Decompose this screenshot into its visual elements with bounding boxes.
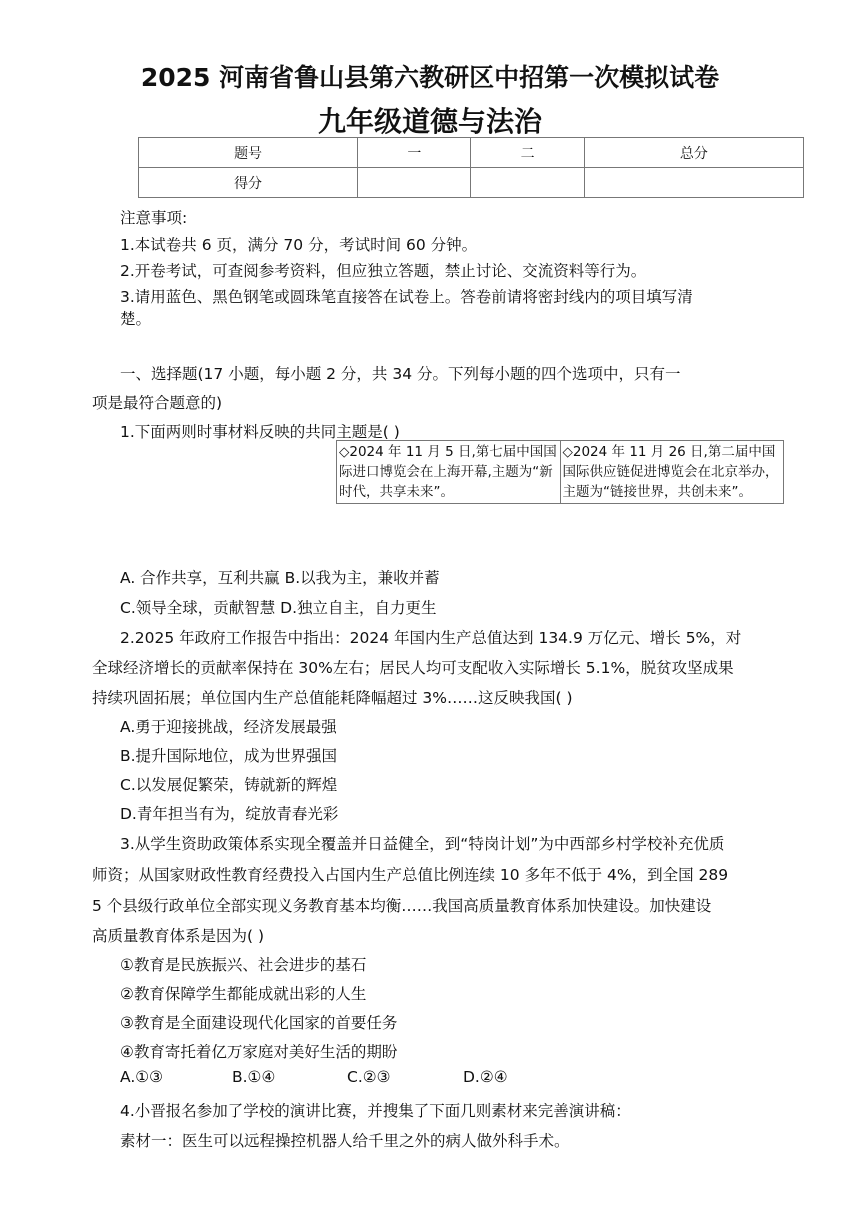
q1-options: C.领导全球，贡献智慧 D.独立自主，自力更生 xyxy=(120,599,437,617)
q3-option-c: C.②③ xyxy=(347,1068,391,1086)
score-blank-part2[interactable] xyxy=(471,168,584,198)
q1-material-right: ◇2024 年 11 月 26 日,第二届中国国际供应链促进博览会在北京举办，主题为“链接世界，共创未来”。 xyxy=(560,441,784,504)
score-table-score-row xyxy=(139,168,804,198)
q4-material-1: 素材一：医生可以远程操控机器人给千里之外的病人做外科手术。 xyxy=(120,1132,570,1150)
score-row-label: 得分 xyxy=(139,168,358,198)
section1-heading: 一、选择题(17 小题，每小题 2 分，共 34 分。下列每小题的四个选项中，只有一 xyxy=(120,365,681,383)
q3-stem: 5 个县级行政单位全部实现义务教育基本均衡……我国高质量教育体系加快建设。加快建设 xyxy=(92,897,712,915)
exam-title: 2025 河南省鲁山县第六教研区中招第一次模拟试卷 xyxy=(140,63,720,92)
q3-option-a: A.①③ xyxy=(120,1068,164,1086)
notes-heading: 注意事项: xyxy=(120,209,188,227)
notes-item: 1.本试卷共 6 页，满分 70 分，考试时间 60 分钟。 xyxy=(120,236,478,254)
section1-heading-cont: 项是最符合题意的) xyxy=(92,394,223,412)
notes-item: 楚。 xyxy=(120,310,152,328)
q3-option-b: B.①④ xyxy=(232,1068,276,1086)
notes-item: 3.请用蓝色、黑色钢笔或圆珠笔直接答在试卷上。答卷前请将密封线内的项目填写清 xyxy=(120,288,693,306)
q1-material-left: ◇2024 年 11 月 5 日,第七届中国国际进口博览会在上海开幕,主题为“新时代，共享未来”。 xyxy=(337,441,561,504)
q3-stem: 3.从学生资助政策体系实现全覆盖并日益健全，到“特岗计划”为中西部乡村学校补充优质 xyxy=(120,835,725,853)
q2-option-b: B.提升国际地位，成为世界强国 xyxy=(120,747,338,765)
q3-statement: ④教育寄托着亿万家庭对美好生活的期盼 xyxy=(120,1043,398,1061)
score-blank-total[interactable] xyxy=(584,168,803,198)
q2-stem: 全球经济增长的贡献率保持在 30%左右；居民人均可支配收入实际增长 5.1%，脱贫攻坚成果 xyxy=(92,659,734,677)
q1-stem: 1.下面两则时事材料反映的共同主题是( ) xyxy=(120,423,400,441)
q2-option-a: A.勇于迎接挑战，经济发展最强 xyxy=(120,718,337,736)
q2-stem: 持续巩固拓展；单位国内生产总值能耗降幅超过 3%……这反映我国( ) xyxy=(92,689,573,707)
q3-stem: 师资；从国家财政性教育经费投入占国内生产总值比例连续 10 多年不低于 4%，到全国 289 xyxy=(92,866,729,884)
q3-statement: ③教育是全面建设现代化国家的首要任务 xyxy=(120,1014,398,1032)
score-cell-part2: 二 xyxy=(471,138,584,168)
q3-stem: 高质量教育体系是因为( ) xyxy=(92,927,265,945)
score-table xyxy=(138,137,804,198)
q1-options: A. 合作共享，互利共赢 B.以我为主，兼收并蓄 xyxy=(120,569,440,587)
score-table-header-row xyxy=(139,138,804,168)
score-cell-part1: 一 xyxy=(358,138,471,168)
exam-subtitle: 九年级道德与法治 xyxy=(317,105,542,138)
score-cell-total: 总分 xyxy=(584,138,803,168)
q3-option-d: D.②④ xyxy=(463,1068,508,1086)
q3-statement: ①教育是民族振兴、社会进步的基石 xyxy=(120,956,367,974)
q1-material-table xyxy=(336,440,784,504)
score-cell-label: 题号 xyxy=(139,138,358,168)
score-blank-part1[interactable] xyxy=(358,168,471,198)
q2-option-d: D.青年担当有为，绽放青春光彩 xyxy=(120,805,339,823)
q2-stem: 2.2025 年政府工作报告中指出：2024 年国内生产总值达到 134.9 万亿元、增长 5%，对 xyxy=(120,629,742,647)
q2-option-c: C.以发展促繁荣，铸就新的辉煌 xyxy=(120,776,338,794)
q4-stem: 4.小晋报名参加了学校的演讲比赛，并搜集了下面几则素材来完善演讲稿： xyxy=(120,1102,631,1120)
notes-item: 2.开卷考试，可查阅参考资料，但应独立答题，禁止讨论、交流资料等行为。 xyxy=(120,262,647,280)
q3-statement: ②教育保障学生都能成就出彩的人生 xyxy=(120,985,367,1003)
